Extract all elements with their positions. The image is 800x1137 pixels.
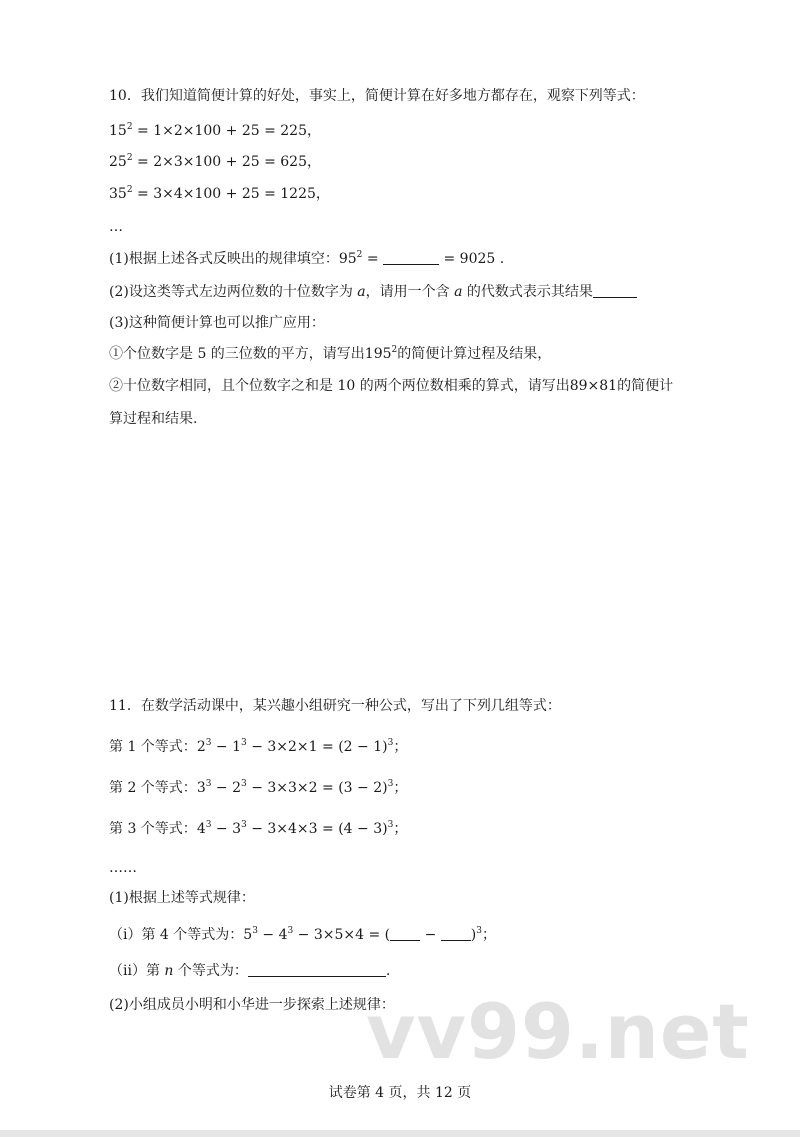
q11-i-blank-b[interactable] (441, 926, 471, 941)
q10-part1-answer-blank[interactable] (383, 250, 439, 265)
q10-part2: (2)设这类等式左边两位数的十位数字为 a，请用一个含 a 的代数式表示其结果 (109, 282, 637, 302)
q11-ellipsis: …… (109, 860, 137, 876)
q10-part3: (3)这种简便计算也可以推广应用： (109, 315, 325, 331)
q11-eq2: 第 2 个等式：$3^3 - 2^3 - 3\times 3\times 2 = (3 - 2)^3$； (109, 779, 408, 796)
q10-ellipsis: … (109, 219, 123, 235)
q10-eq3: $35^2 = 3\times 4\times 100 + 25 = 1225$， (109, 185, 330, 202)
q11-intro: 11．在数学活动课中，某兴趣小组研究一种公式，写出了下列几组等式： (109, 698, 561, 714)
q10-part1: (1)根据上述各式反映出的规律填空：$95^2$ = = 9025 . (109, 250, 505, 267)
q11-i-blank-a[interactable] (390, 926, 420, 941)
q10-part2-answer-blank[interactable] (593, 283, 637, 298)
q11-part2: (2)小组成员小明和小华进一步探索上述规律： (109, 997, 395, 1013)
q11-eq1: 第 1 个等式：$2^3 - 1^3 - 3\times 2\times 1 = (2 - 1)^3$； (109, 738, 408, 755)
q11-part1-ii: （ii）第 n 个等式为： . (109, 963, 391, 979)
q10-sub1: ①个位数字是 5 的三位数的平方，请写出$195^2$的简便计算过程及结果， (109, 345, 552, 362)
q10-sub2-line1: ②十位数字相同，且个位数字之和是 10 的两个两位数相乘的算式，请写出89×81的简便计 (109, 378, 674, 394)
q10-intro: 10．我们知道简便计算的好处，事实上，简便计算在好多地方都存在，观察下列等式： (109, 88, 645, 104)
q10-sub2-line2: 算过程和结果. (109, 411, 198, 427)
watermark-text: vv99.net (366, 987, 750, 1076)
page-bottom-edge (0, 1130, 800, 1137)
q11-eq3: 第 3 个等式：$4^3 - 3^3 - 3\times 4\times 3 = (4 - 3)^3$； (109, 820, 408, 837)
page-footer: 试卷第 4 页，共 12 页 (328, 1085, 472, 1101)
q10-eq1: $15^2 = 1\times 2\times 100 + 25 = 225$， (109, 122, 321, 139)
q11-part1: (1)根据上述等式规律： (109, 890, 255, 906)
q11-part1-i: （i）第 4 个等式为：$5^3 - 4^3 - 3\times 5\times 4$ = ( − )$^3$； (109, 926, 496, 943)
q11-ii-answer-blank[interactable] (248, 962, 386, 977)
q10-eq2: $25^2 = 2\times 3\times 100 + 25 = 625$， (109, 153, 321, 170)
